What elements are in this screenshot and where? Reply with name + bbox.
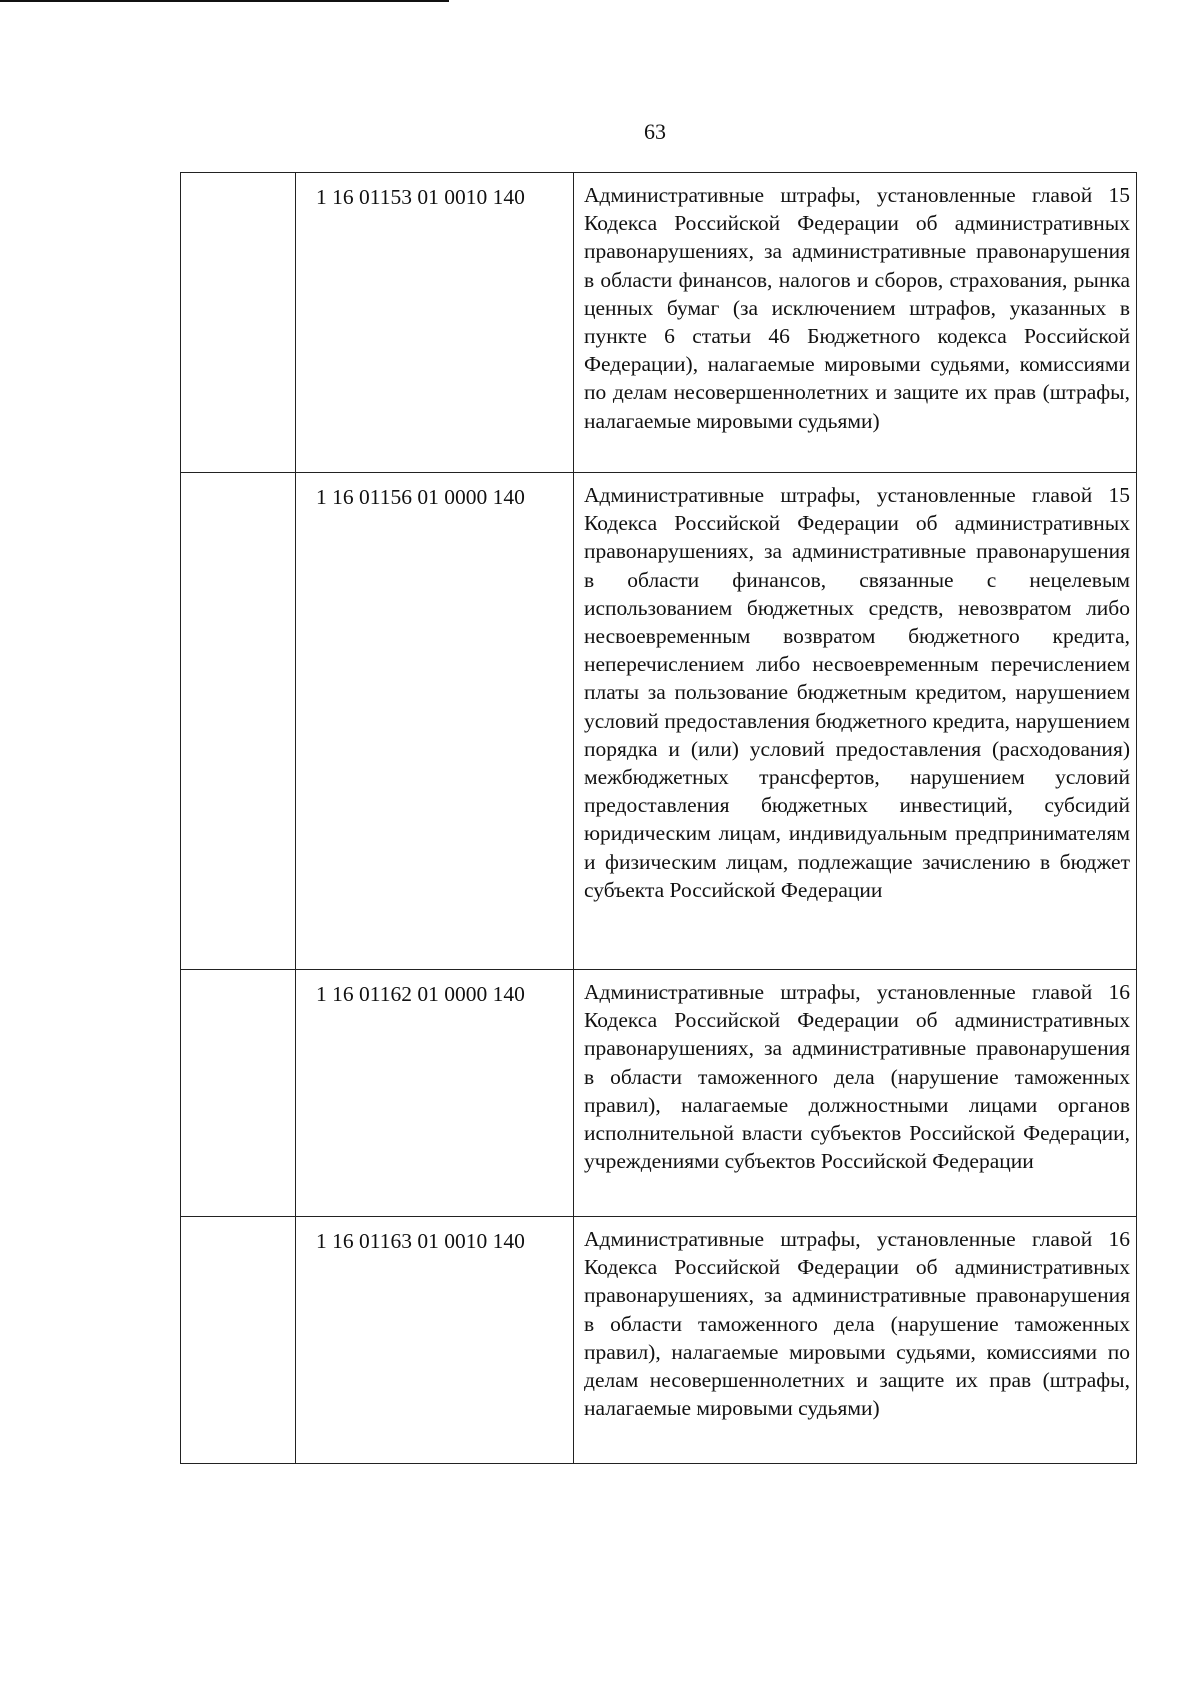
empty-cell	[181, 970, 296, 1217]
empty-cell	[181, 473, 296, 970]
page-number: 63	[644, 119, 666, 144]
table-row	[181, 473, 1137, 970]
budget-code: 1 16 01163 01 0010 140	[296, 1217, 574, 1464]
code-description: Административные штрафы, установленные главой 16 Кодекса Российской Федерации об административных правонарушениях, за административные правонарушения в области таможенного дела (нарушение таможенных правил), налагаемые должностными лицами органов исполнительной власти субъектов Российской Федерации, учреждениями субъектов Российской Федерации	[574, 970, 1137, 1217]
budget-code: 1 16 01162 01 0000 140	[296, 970, 574, 1217]
budget-codes-table	[180, 172, 1137, 1464]
table-row	[181, 1217, 1137, 1464]
budget-code: 1 16 01153 01 0010 140	[296, 173, 574, 473]
table-row	[181, 173, 1137, 473]
empty-cell	[181, 1217, 296, 1464]
code-description: Административные штрафы, установленные главой 16 Кодекса Российской Федерации об административных правонарушениях, за административные правонарушения в области таможенного дела (нарушение таможенных правил), налагаемые мировыми судьями, комиссиями по делам несовершеннолетних и защите их прав (штрафы, налагаемые мировыми судьями)	[574, 1217, 1137, 1464]
budget-code: 1 16 01156 01 0000 140	[296, 473, 574, 970]
code-description: Административные штрафы, установленные главой 15 Кодекса Российской Федерации об административных правонарушениях, за административные правонарушения в области финансов, связанные с нецелевым использованием бюджетных средств, невозвратом либо несвоевременным возвратом бюджетного кредита, неперечислением либо несвоевременным перечислением платы за пользование бюджетным кредитом, нарушением условий предоставления бюджетного кредита, нарушением порядка и (или) условий предоставления (расходования) межбюджетных трансфертов, нарушением условий предоставления бюджетных инвестиций, субсидий юридическим лицам, индивидуальным предпринимателям и физическим лицам, подлежащие зачислению в бюджет субъекта Российской Федерации	[574, 473, 1137, 970]
top-rule	[0, 0, 449, 2]
empty-cell	[181, 173, 296, 473]
code-description: Административные штрафы, установленные главой 15 Кодекса Российской Федерации об административных правонарушениях, за административные правонарушения в области финансов, налогов и сборов, страхования, рынка ценных бумаг (за исключением штрафов, указанных в пункте 6 статьи 46 Бюджетного кодекса Российской Федерации), налагаемые мировыми судьями, комиссиями по делам несовершеннолетних и защите их прав (штрафы, налагаемые мировыми судьями)	[574, 173, 1137, 473]
table-row	[181, 970, 1137, 1217]
